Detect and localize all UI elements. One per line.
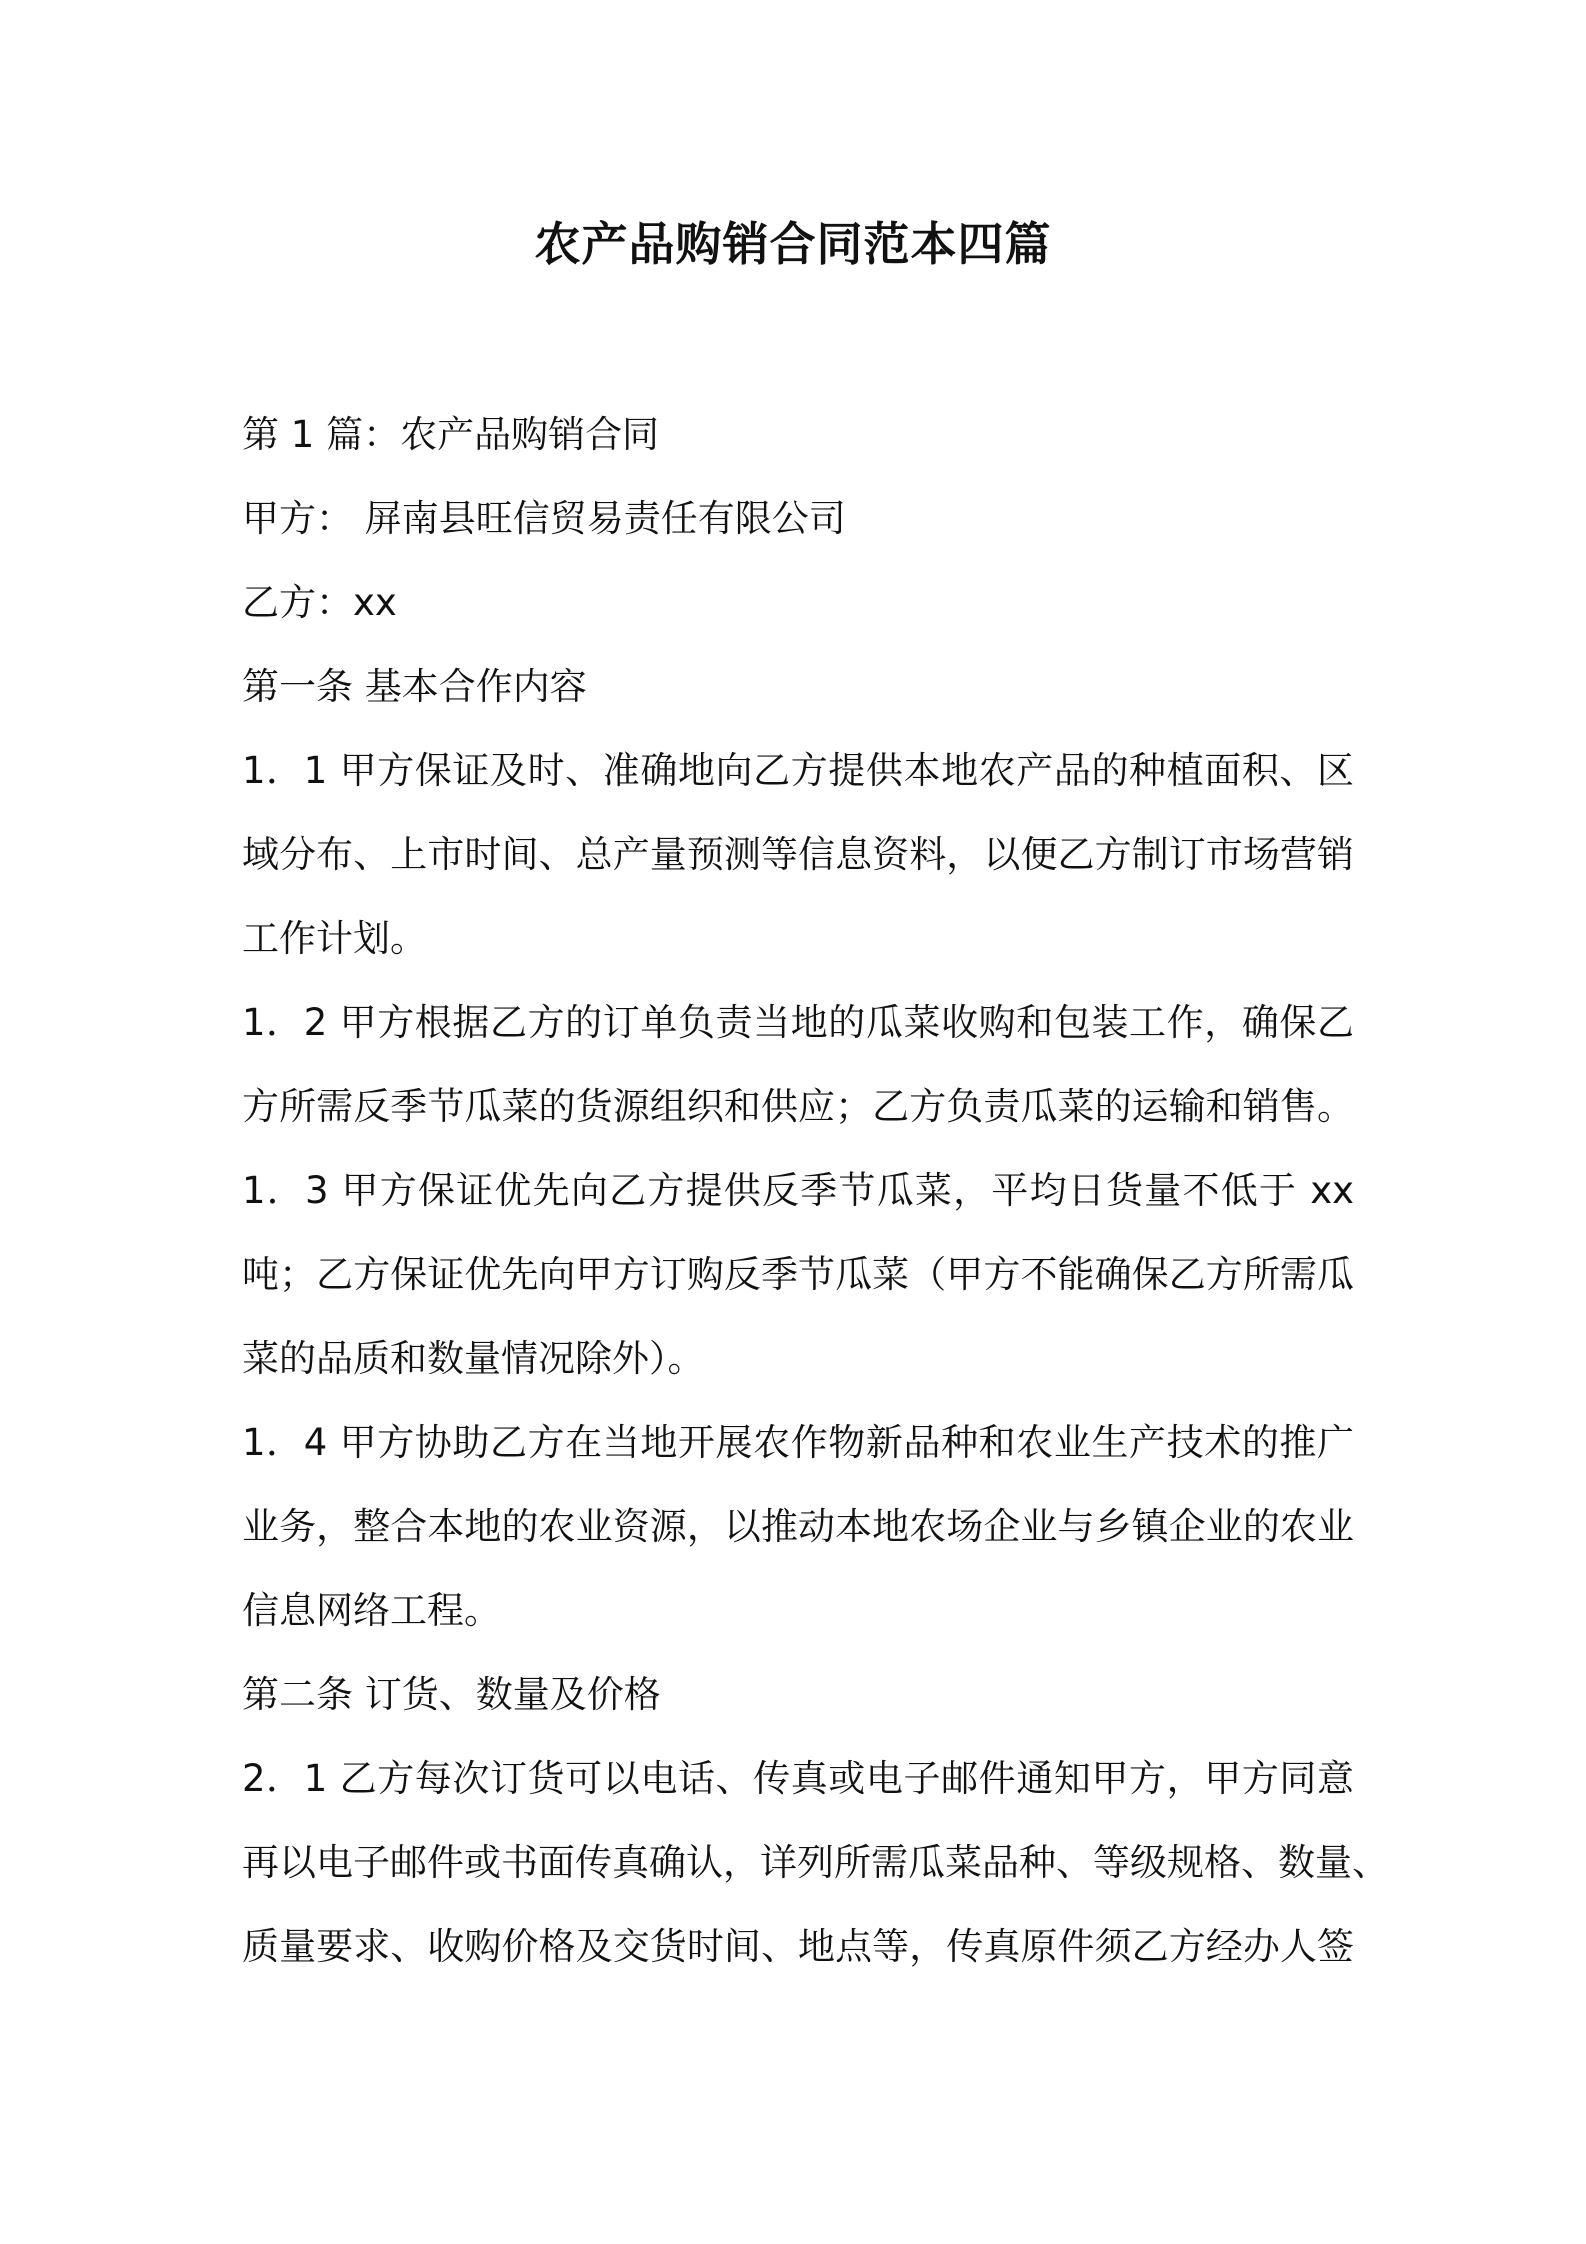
text-line: 质量要求、收购价格及交货时间、地点等，传真原件须乙方经办人签 [242,1925,1354,1968]
text-line: 1．2 甲方根据乙方的订单负责当地的瓜菜收购和包装工作，确保乙 [242,1001,1354,1044]
text-line: 第 1 篇：农产品购销合同 [242,413,660,456]
text-line: 第二条 订货、数量及价格 [242,1673,661,1716]
text-line: 1．1 甲方保证及时、准确地向乙方提供本地农产品的种植面积、区 [242,749,1354,792]
text-line: 第一条 基本合作内容 [242,665,587,708]
text-line: 吨；乙方保证优先向甲方订购反季节瓜菜（甲方不能确保乙方所需瓜 [242,1253,1354,1296]
text-line: 业务，整合本地的农业资源，以推动本地农场企业与乡镇企业的农业 [242,1505,1354,1548]
text-line: 1．4 甲方协助乙方在当地开展农作物新品种和农业生产技术的推广 [242,1421,1354,1464]
text-line: 工作计划。 [242,917,427,960]
text-line: 菜的品质和数量情况除外）。 [242,1337,705,1380]
text-line: 再以电子邮件或书面传真确认，详列所需瓜菜品种、等级规格、数量、 [242,1841,1389,1884]
text-line: 方所需反季节瓜菜的货源组织和供应；乙方负责瓜菜的运输和销售。 [242,1085,1354,1128]
text-line: 域分布、上市时间、总产量预测等信息资料，以便乙方制订市场营销 [242,833,1354,876]
document-title: 农产品购销合同范本四篇 [534,217,1052,271]
text-line: 1．3 甲方保证优先向乙方提供反季节瓜菜，平均日货量不低于 xx [242,1169,1354,1212]
text-line: 甲方： 屏南县旺信贸易责任有限公司 [242,497,846,540]
text-line: 信息网络工程。 [242,1589,501,1632]
text-line: 2．1 乙方每次订货可以电话、传真或电子邮件通知甲方，甲方同意 [242,1757,1354,1800]
text-line: 乙方：xx [242,581,397,624]
